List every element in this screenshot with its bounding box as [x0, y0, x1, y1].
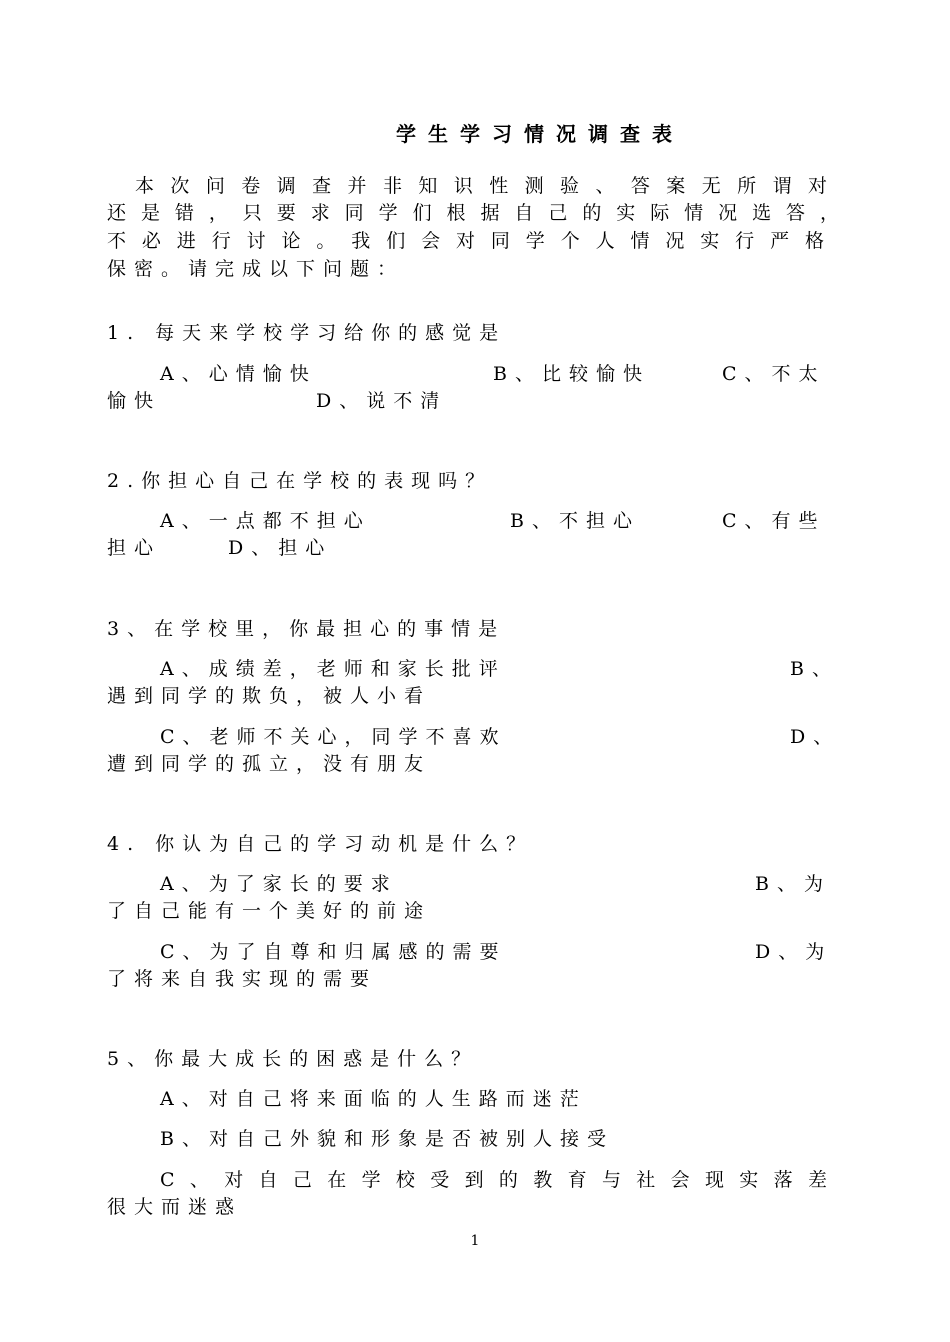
q1-option-c-cont: 愉快	[107, 390, 162, 412]
q3-option-d: D、	[790, 726, 841, 748]
q5-option-a: A、对自己将来面临的人生路而迷茫	[160, 1088, 587, 1110]
intro-line-1: 本次问卷调查并非知识性测验、答案无所谓对	[135, 175, 835, 197]
q5-option-b: B、对自己外貌和形象是否被别人接受	[160, 1128, 614, 1150]
q2-option-a: A、一点都不担心	[160, 510, 371, 532]
q3-option-a: A、成绩差，老师和家长批评	[160, 658, 506, 680]
question-5: 5、你最大成长的困惑是什么？	[107, 1048, 479, 1070]
q1-option-a: A、心情愉快	[160, 363, 317, 385]
q1-option-d: D、说不清	[316, 390, 448, 412]
question-2: 2.你担心自己在学校的表现吗？	[107, 470, 493, 492]
question-1: 1. 每天来学校学习给你的感觉是	[107, 322, 507, 344]
q4-option-d: D、为	[755, 941, 833, 963]
question-4: 4. 你认为自己的学习动机是什么？	[107, 833, 534, 855]
q3-option-b-cont: 遇到同学的欺负，被人小看	[107, 685, 432, 707]
q4-option-c: C、为了自尊和归属感的需要	[160, 941, 507, 963]
q3-option-d-cont: 遭到同学的孤立，没有朋友	[107, 753, 432, 775]
q1-option-b: B、比较愉快	[493, 363, 650, 385]
q3-option-b: B、	[790, 658, 839, 680]
q2-option-c: C、有些	[722, 510, 826, 532]
q4-option-d-cont: 了将来自我实现的需要	[107, 968, 378, 990]
question-3: 3、在学校里，你最担心的事情是	[107, 618, 506, 640]
q4-option-b-cont: 了自己能有一个美好的前途	[107, 900, 432, 922]
q5-option-c: C、对自己在学校受到的教育与社会现实落差	[160, 1169, 835, 1191]
intro-line-2: 还是错，只要求同学们根据自己的实际情况选答，	[107, 202, 847, 224]
intro-line-4: 保密。请完成以下问题：	[107, 258, 405, 280]
q2-option-d: D、担心	[228, 537, 333, 559]
q5-option-c-cont: 很大而迷惑	[107, 1196, 243, 1218]
q2-option-c-cont: 担心	[107, 537, 162, 559]
q2-option-b: B、不担心	[510, 510, 640, 532]
q4-option-b: B、为	[755, 873, 831, 895]
page-number: 1	[470, 1233, 480, 1249]
q3-option-c: C、老师不关心，同学不喜欢	[160, 726, 507, 748]
page-title: 学生学习情况调查表	[396, 122, 684, 146]
intro-line-3: 不必进行讨论。我们会对同学个人情况实行严格	[107, 230, 832, 252]
q4-option-a: A、为了家长的要求	[160, 873, 398, 895]
q1-option-c: C、不太	[722, 363, 826, 385]
